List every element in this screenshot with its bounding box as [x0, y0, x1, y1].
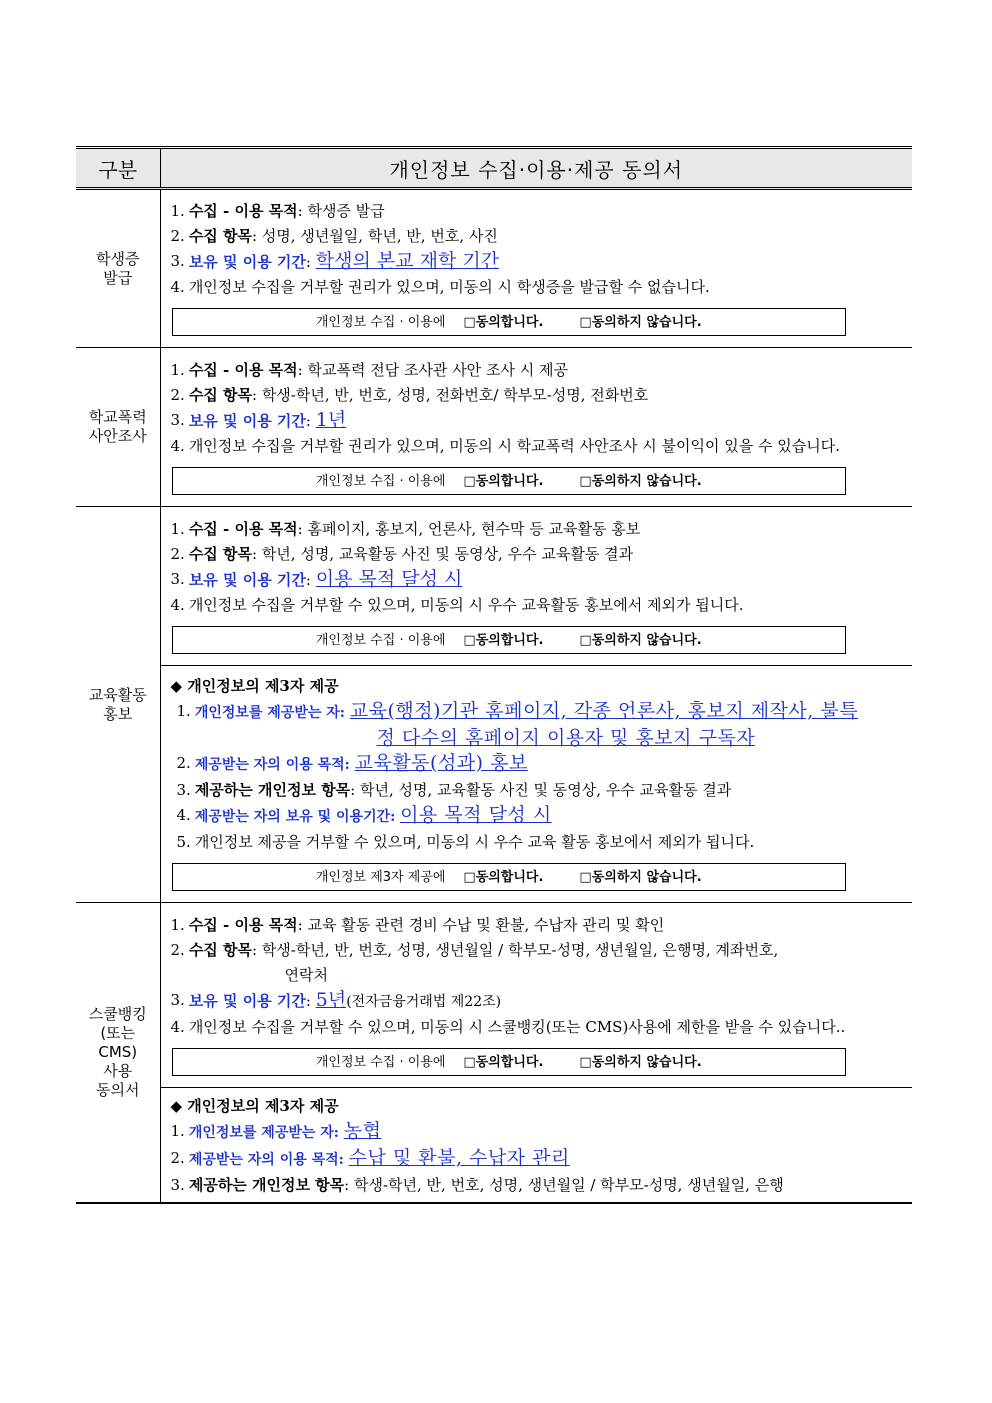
- category-label: 교육활동 홍보: [76, 507, 160, 903]
- agree-checkbox[interactable]: □동의합니다.: [463, 1054, 544, 1070]
- disagree-checkbox[interactable]: □동의하지 않습니다.: [579, 473, 702, 489]
- disagree-checkbox[interactable]: □동의하지 않습니다.: [579, 1054, 702, 1070]
- consent-box: 개인정보 수집 · 이용에 □동의합니다. □동의하지 않습니다.: [172, 626, 847, 654]
- category-label: 학생증 발급: [76, 189, 160, 348]
- category-label: 학교폭력 사안조사: [76, 348, 160, 507]
- category-label: 스쿨뱅킹 (또는 CMS) 사용 동의서: [76, 903, 160, 1204]
- section-school-violence: 학교폭력 사안조사 1. 수집 - 이용 목적: 학교폭력 전담 조사관 사안 조사 시 제공 2. 수집 항목: 학생-학년, 반, 번호, 성명, 전화번호/ 학부모-성명, 전화번호 3. 보유 및 이용 기간: 1년 4. 개인정보 수집을 거부할 권리가 있으며, 미동의 시 학교폭력 사안조사 시 불이익이 있을 수 있습니다. 개인정보 수집 · 이용에 □동의합니다. □동의하지 않습니다.: [76, 348, 912, 507]
- table-header-row: [76, 148, 912, 189]
- agree-checkbox[interactable]: □동의합니다.: [463, 314, 544, 330]
- agree-checkbox[interactable]: □동의합니다.: [463, 473, 544, 489]
- agree-checkbox[interactable]: □동의합니다.: [463, 632, 544, 648]
- category-header: 구분: [76, 148, 160, 189]
- section-school-banking: 스쿨뱅킹 (또는 CMS) 사용 동의서 1. 수집 - 이용 목적: 교육 활동 관련 경비 수납 및 환불, 수납자 관리 및 확인 2. 수집 항목: 학생-학년, 반, 번호, 성명, 생년월일 / 학부모-성명, 생년월일, 은행명, 계좌번호, 연락처 3. 보유 및 이용 기간: 5년(전자금융거래법 제22조) 4. 개인정보 수집을 거부할 수 있으며, 미동의 시 스쿨뱅킹(또는 CMS)사용에 제한을 받을 수 있습니다.. 개인정보 수집 · 이용에 □동의합니다. □동의하지 않습니다. ◆ 개인정보의 제3자 제공 1. 개인정보를 제공받는 자: 농협 2. 제공받는 자의 이용 목적: 수납 및 환불, 수납자 관리 3. 제공하는 개인정보 항목: 학생-학년, 반, 번호, 성명, 생년월일 / 학부모-성명, 생년월일, 은행: [76, 903, 912, 1204]
- consent-box: 개인정보 수집 · 이용에 □동의합니다. □동의하지 않습니다.: [172, 308, 847, 336]
- section-student-id: 학생증 발급 1. 수집 - 이용 목적: 학생증 발급 2. 수집 항목: 성명, 생년월일, 학년, 반, 번호, 사진 3. 보유 및 이용 기간: 학생의 본교 재학 기간 4. 개인정보 수집을 거부할 권리가 있으며, 미동의 시 학생증을 발급할 수 없습니다. 개인정보 수집 · 이용에 □동의합니다. □동의하지 않습니다.: [76, 189, 912, 348]
- disagree-checkbox[interactable]: □동의하지 않습니다.: [579, 314, 702, 330]
- third-party-consent-box: 개인정보 제3자 제공에 □동의합니다. □동의하지 않습니다.: [172, 863, 847, 891]
- consent-box: 개인정보 수집 · 이용에 □동의합니다. □동의하지 않습니다.: [172, 1048, 847, 1076]
- disagree-checkbox[interactable]: □동의하지 않습니다.: [579, 632, 702, 648]
- section-education-promo: 교육활동 홍보 1. 수집 - 이용 목적: 홈페이지, 홍보지, 언론사, 현수막 등 교육활동 홍보 2. 수집 항목: 학년, 성명, 교육활동 사진 및 동영상, 우수 교육활동 결과 3. 보유 및 이용 기간: 이용 목적 달성 시 4. 개인정보 수집을 거부할 수 있으며, 미동의 시 우수 교육활동 홍보에서 제외가 됩니다. 개인정보 수집 · 이용에 □동의합니다. □동의하지 않습니다. ◆ 개인정보의 제3자 제공 1. 개인정보를 제공받는 자: 교육(행정)기관 홈페이지, 각종 언론사, 홍보지 제작사, 불특 정 다수의 홈페이지 이용자 및 홍보지 구독자 2. 제공받는 자의 이용 목적: 교육활동(성과) 홍보 3. 제공하는 개인정보 항목: 학년, 성명, 교육활동 사진 및 동영상, 우수 교육활동 결과 4. 제공받는 자의 보유 및 이용기간: 이용 목적 달성 시 5. 개인정보 제공을 거부할 수 있으며, 미동의 시 우수 교육 활동 홍보에서 제외가 됩니다. 개인정보 제3자 제공에 □동의합니다. □동의하지 않습니다.: [76, 507, 912, 903]
- disagree-checkbox[interactable]: □동의하지 않습니다.: [579, 869, 702, 885]
- consent-form-table: [76, 146, 912, 1204]
- agree-checkbox[interactable]: □동의합니다.: [463, 869, 544, 885]
- consent-box: 개인정보 수집 · 이용에 □동의합니다. □동의하지 않습니다.: [172, 467, 847, 495]
- form-title: 개인정보 수집·이용·제공 동의서: [160, 148, 912, 189]
